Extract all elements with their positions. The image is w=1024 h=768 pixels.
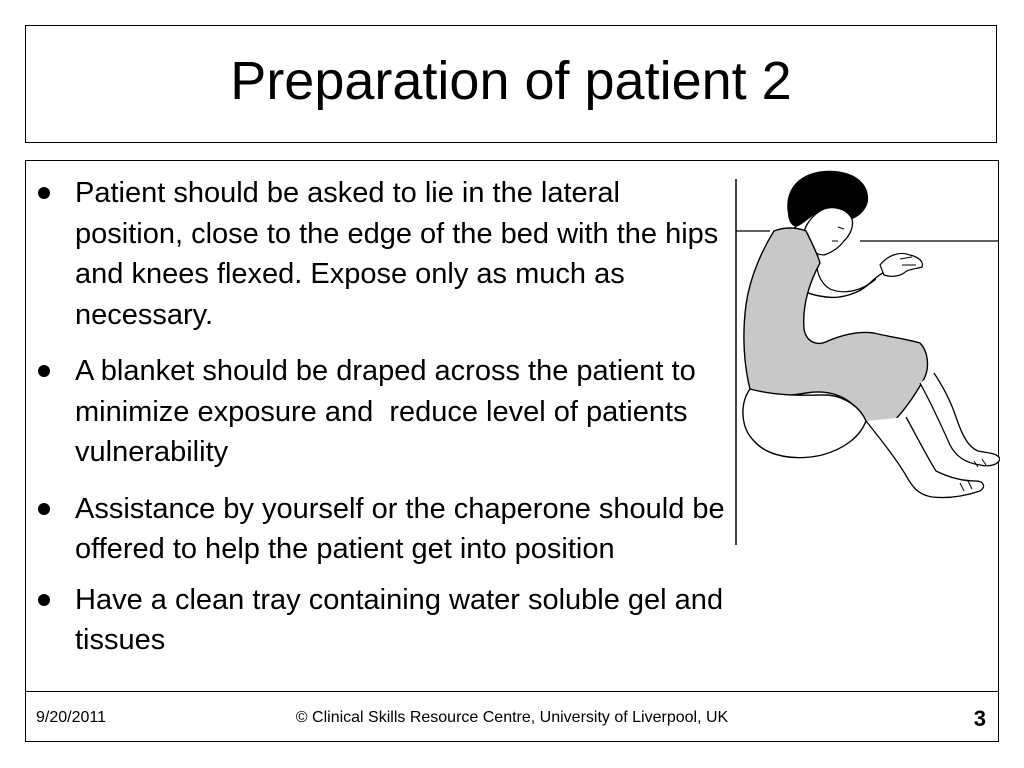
bullet-item — [38, 580, 732, 661]
bullet-item — [38, 489, 733, 570]
hand-icon — [880, 253, 922, 276]
bullet-dot-icon — [38, 594, 50, 606]
leg-outline — [920, 373, 1000, 466]
footer-copyright: © Clinical Skills Resource Centre, University of Liverpool, UK — [295, 709, 729, 726]
footer — [25, 691, 999, 742]
bullet-dot-icon — [38, 187, 50, 199]
title-box — [25, 25, 997, 143]
bullet-item — [38, 173, 728, 335]
bullet-text: Assistance by yourself or the chaperone should be offered to help the patient get into position — [75, 492, 733, 565]
page-number: 3 — [973, 706, 986, 731]
bullet-list — [38, 173, 733, 671]
bullet-dot-icon — [38, 365, 50, 377]
bullet-text: Patient should be asked to lie in the lateral position, close to the edge of the bed with the hips and knees flexed. Expose only as much as necessary. — [75, 177, 727, 331]
bullet-text: Have a clean tray containing water soluble gel and tissues — [75, 583, 732, 656]
bullet-dot-icon — [38, 503, 50, 515]
footer-date: 9/20/2011 — [36, 709, 106, 726]
patient-lateral-position-illustration — [710, 165, 1000, 545]
bullet-item — [38, 351, 728, 473]
slide-title: Preparation of patient 2 — [230, 51, 792, 111]
bullet-text: A blanket should be draped across the patient to minimize exposure and reduce level of patients vulnerability — [75, 355, 704, 468]
content-box — [25, 160, 999, 742]
